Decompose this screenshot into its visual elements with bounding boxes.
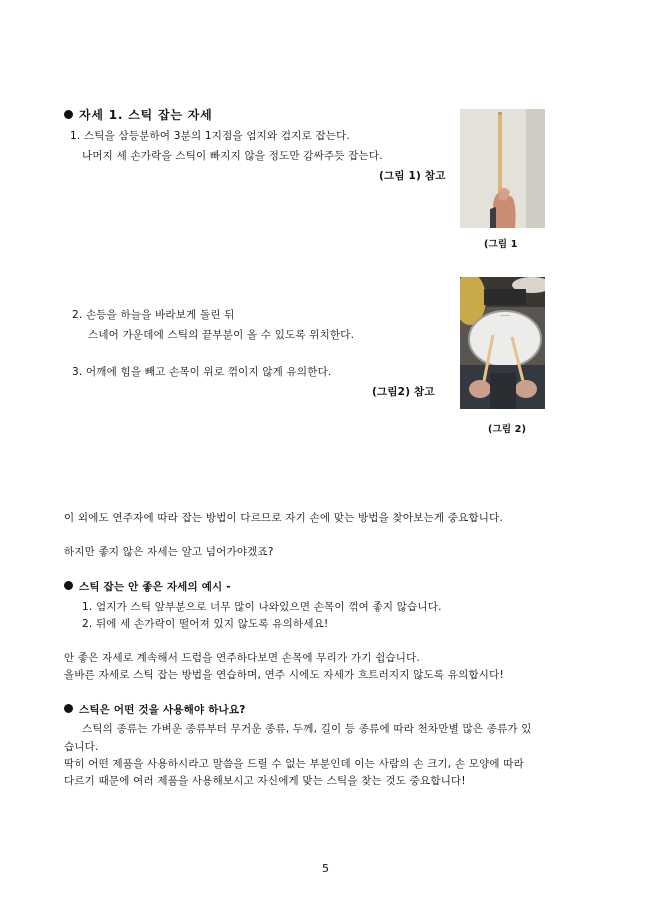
bullet-icon (64, 704, 73, 713)
page-number: 5 (322, 862, 330, 875)
step2-line1: 2. 손등을 하늘을 바라보게 돌린 뒤 (72, 309, 235, 321)
stick-grip-photo-illustration (460, 109, 545, 228)
step3-line1: 3. 어깨에 힘을 빼고 손목이 위로 꺾이지 않게 유의한다. (72, 366, 332, 378)
bad-posture-item-2: 2. 뒤에 세 손가락이 떨어져 있지 않도록 유의하세요! (82, 618, 329, 630)
step1-line1: 1. 스틱을 삼등분하여 3분의 1지점을 엄지와 검지로 잡는다. (70, 130, 351, 142)
paragraph-practice-correct: 올바른 자세로 스틱 잡는 방법을 연습하며, 연주 시에도 자세가 흐트러지지 않도록 유의합시다! (64, 669, 504, 681)
section1-heading (64, 108, 213, 122)
bad-posture-heading-text: 스틱 잡는 안 좋은 자세의 예시 - (79, 581, 231, 593)
which-stick-line-1: 스틱의 종류는 가벼운 종류부터 무거운 종류, 두께, 길이 등 종류에 따라 천차만별 많은 종류가 있 (82, 723, 532, 735)
drum-grip-photo-illustration (460, 277, 545, 409)
which-stick-heading (64, 703, 246, 717)
figure2-photo (460, 277, 545, 409)
bullet-icon (64, 110, 73, 119)
paragraph-bad-posture-intro: 하지만 좋지 않은 자세는 알고 넘어가야겠죠? (64, 546, 274, 558)
figure1-photo (460, 109, 545, 228)
figure2-caption: (그림 2) (488, 424, 527, 435)
step2-line2: 스네어 가운데에 스틱의 끝부분이 올 수 있도록 위치한다. (88, 329, 355, 341)
bad-posture-item-1: 1. 엄지가 스틱 앞부분으로 너무 많이 나와있으면 손목이 꺾여 좋지 않습니다. (82, 601, 442, 613)
paragraph-wrist-strain: 안 좋은 자세로 계속해서 드럼을 연주하다보면 손목에 무리가 가기 쉽습니다. (64, 652, 421, 664)
step1-line2: 나머지 세 손가락을 스틱이 빠지지 않을 정도만 감싸주듯 잡는다. (82, 150, 383, 162)
step3-figure-ref: (그림2) 참고 (372, 386, 435, 398)
which-stick-line-3: 딱히 어떤 제품을 사용하시라고 말씀을 드릴 수 없는 부분인데 이는 사람의 손 크기, 손 모양에 따라 (64, 758, 524, 770)
figure1-caption: (그림 1 (484, 239, 518, 250)
step1-figure-ref: (그림 1) 참고 (379, 170, 446, 182)
section1-heading-text: 자세 1. 스틱 잡는 자세 (79, 108, 213, 122)
bullet-icon (64, 581, 73, 590)
paragraph-grip-method: 이 외에도 연주자에 따라 잡는 방법이 다르므로 자기 손에 맞는 방법을 찾아보는게 중요합니다. (64, 512, 504, 524)
which-stick-line-2: 습니다. (64, 741, 99, 753)
svg-text:·····: ····· (500, 313, 510, 320)
bad-posture-heading (64, 580, 231, 594)
which-stick-heading-text: 스틱은 어떤 것을 사용해야 하나요? (79, 704, 246, 716)
which-stick-line-4: 다르기 때문에 여러 제품을 사용해보시고 자신에게 맞는 스틱을 찾는 것도 중요합니다! (64, 775, 466, 787)
